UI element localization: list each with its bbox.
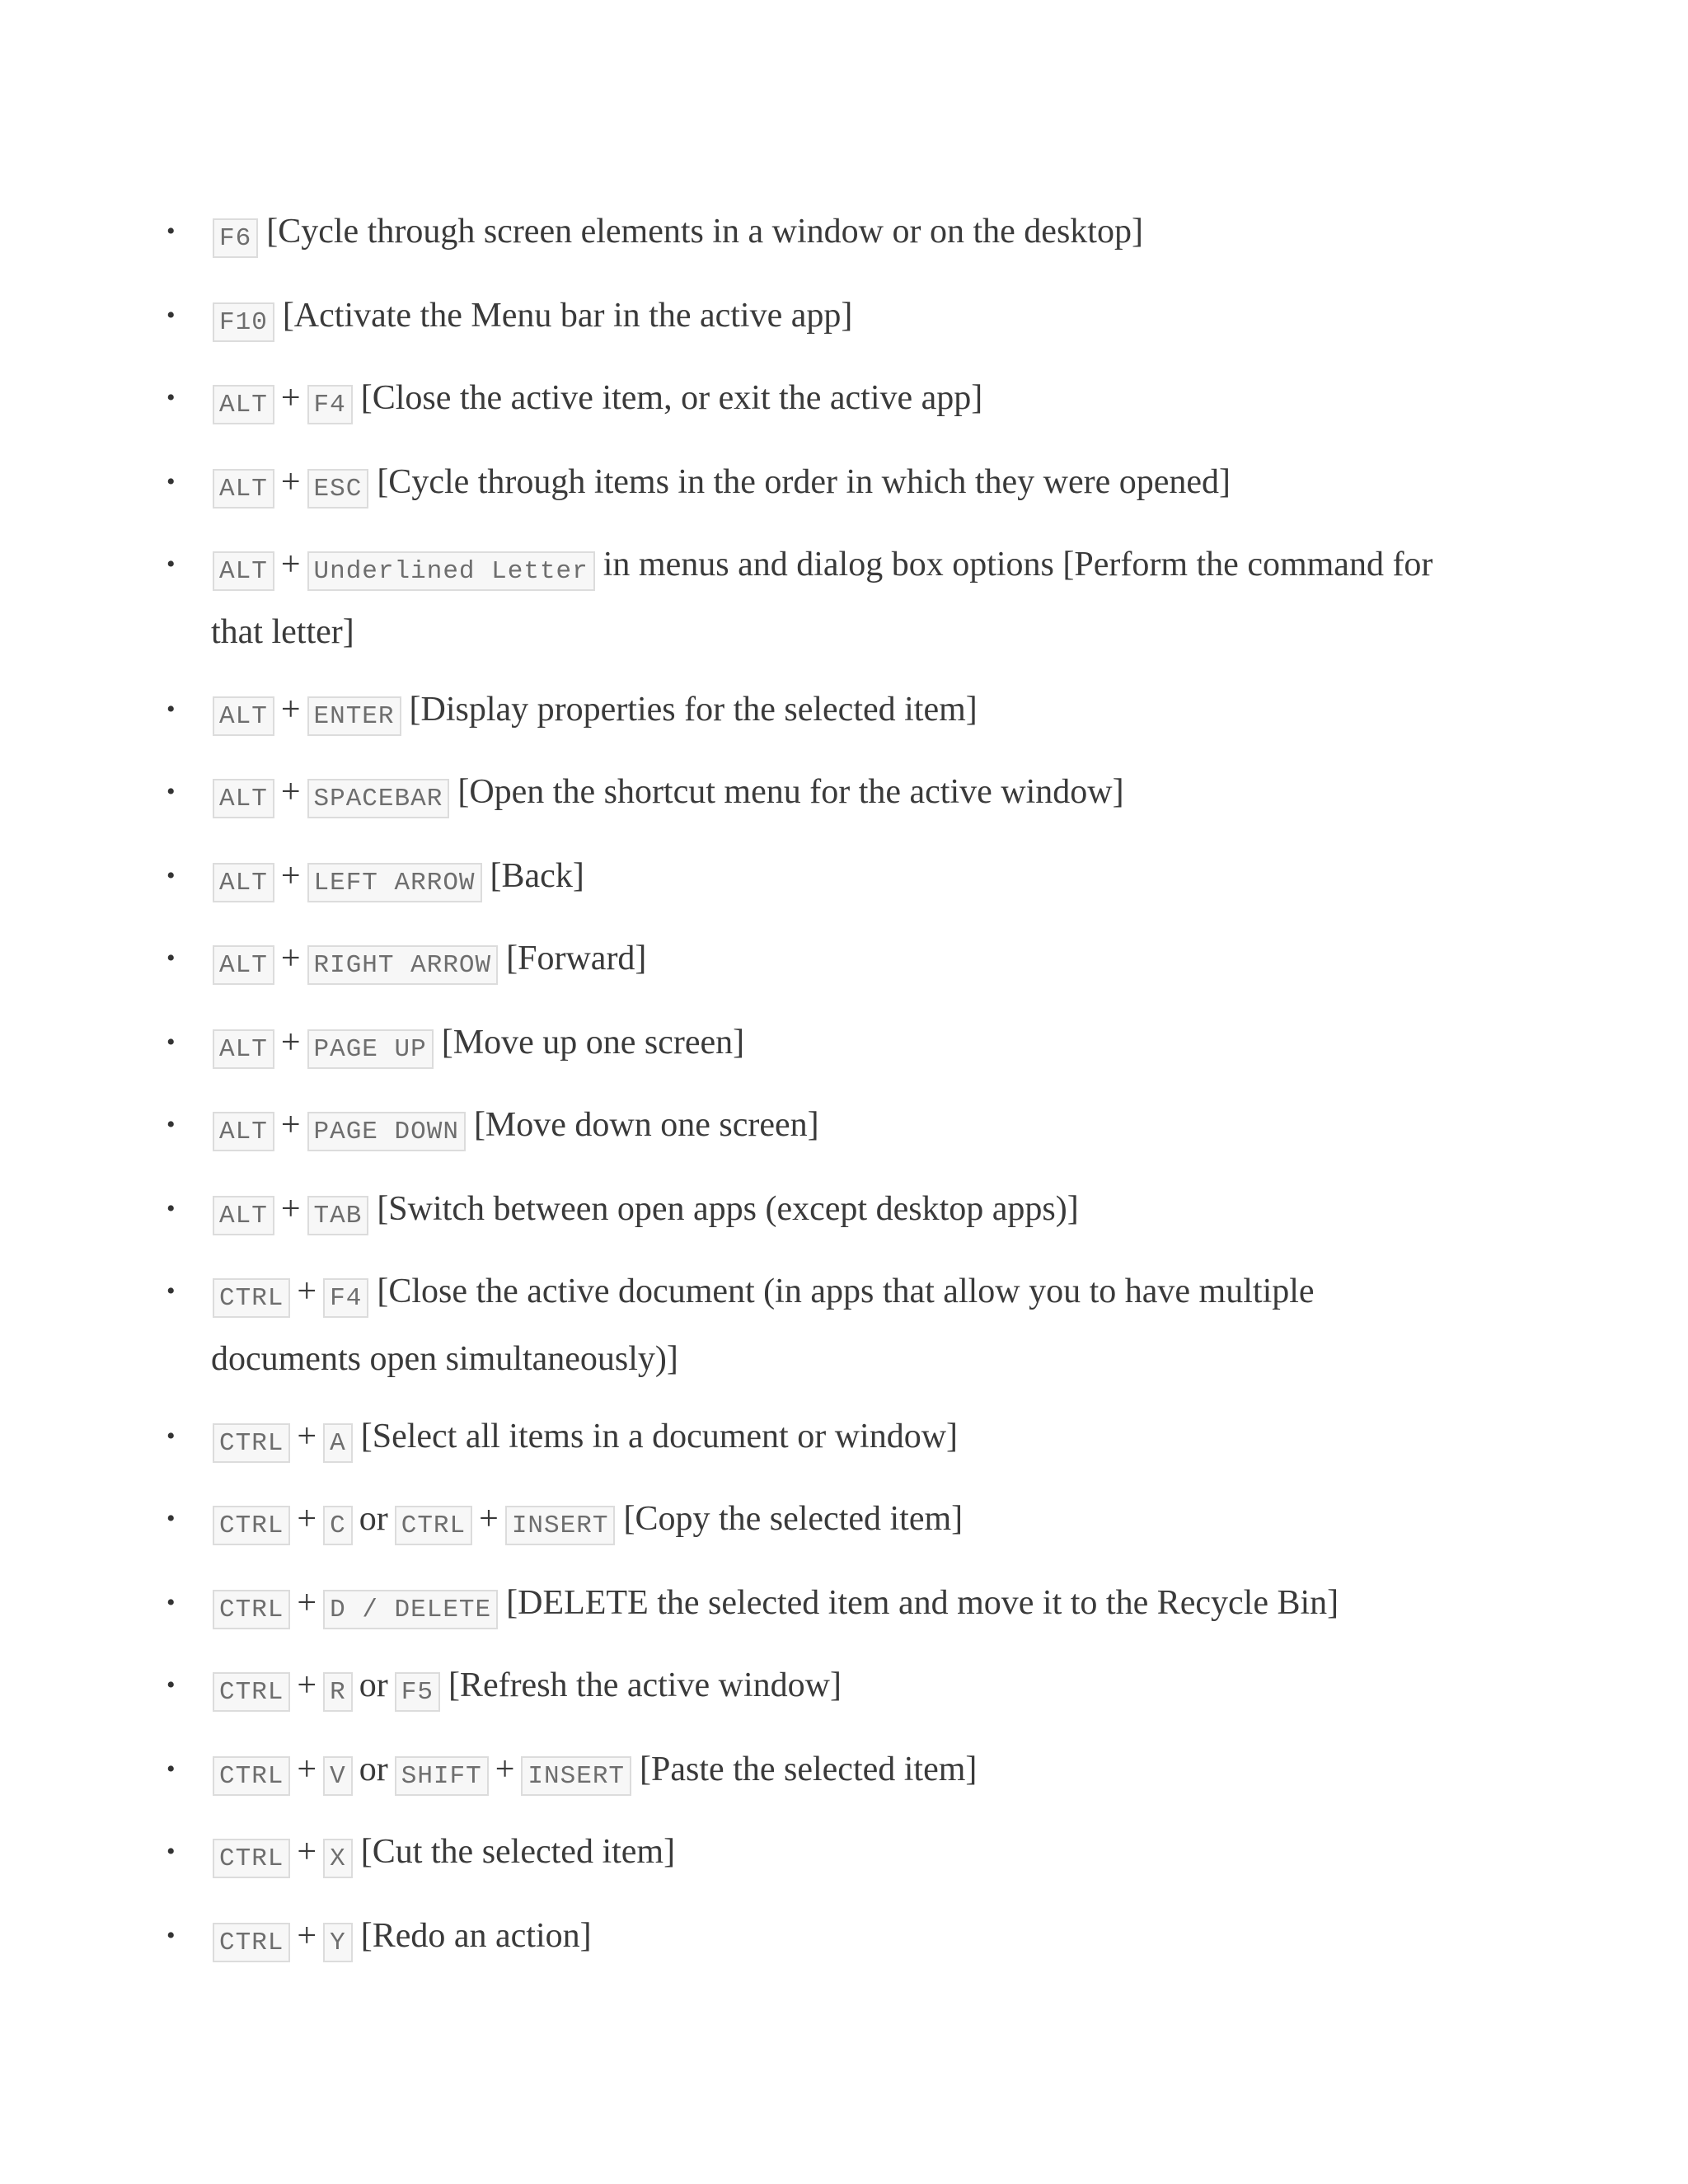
key-label: F5 bbox=[395, 1672, 440, 1712]
key-label: ALT bbox=[213, 696, 274, 736]
bullet-marker: • bbox=[166, 944, 176, 972]
shortcut-description: [Cut the selected item] bbox=[360, 1833, 676, 1871]
plus-sign: + bbox=[280, 463, 301, 501]
bullet-marker: • bbox=[166, 1277, 176, 1305]
key-label: CTRL bbox=[213, 1923, 290, 1962]
plus-sign: + bbox=[297, 1272, 317, 1310]
plus-sign: + bbox=[297, 1666, 317, 1704]
shortcut-item bbox=[166, 1258, 1464, 1393]
plus-sign: + bbox=[297, 1750, 317, 1788]
key-label: F4 bbox=[307, 385, 353, 424]
key-label: ENTER bbox=[307, 696, 401, 736]
shortcut-description: [Close the active document (in apps that allow you to have multiple documents open simultaneously)] bbox=[211, 1272, 1315, 1378]
shortcut-description: [Select all items in a document or window] bbox=[360, 1418, 959, 1455]
key-label: CTRL bbox=[213, 1756, 290, 1796]
plus-sign: + bbox=[297, 1917, 317, 1955]
key-label: ALT bbox=[213, 385, 274, 424]
bullet-marker: • bbox=[166, 1671, 176, 1699]
or-separator: or bbox=[359, 1500, 388, 1538]
key-label: CTRL bbox=[395, 1506, 472, 1545]
shortcut-description: [Forward] bbox=[506, 940, 647, 977]
shortcut-item bbox=[166, 1485, 1464, 1553]
plus-sign: + bbox=[297, 1584, 317, 1622]
key-label: F6 bbox=[213, 218, 258, 258]
shortcut-description: [Back] bbox=[490, 857, 584, 895]
shortcut-item bbox=[166, 1569, 1464, 1637]
bullet-marker: • bbox=[166, 1838, 176, 1865]
plus-sign: + bbox=[280, 773, 301, 811]
shortcut-item bbox=[166, 1009, 1464, 1076]
bullet-marker: • bbox=[166, 1505, 176, 1532]
or-separator: or bbox=[359, 1750, 388, 1788]
key-label: ESC bbox=[307, 469, 369, 509]
shortcut-item bbox=[166, 448, 1464, 516]
shortcut-item bbox=[166, 1736, 1464, 1803]
bullet-marker: • bbox=[166, 862, 176, 889]
shortcut-description: [DELETE the selected item and move it to the Recycle Bin] bbox=[506, 1584, 1339, 1622]
key-label: PAGE UP bbox=[307, 1029, 434, 1069]
shortcut-item bbox=[166, 925, 1464, 992]
shortcut-description: [Switch between open apps (except desktop apps)] bbox=[377, 1190, 1079, 1228]
key-label: LEFT ARROW bbox=[307, 863, 482, 902]
key-label: D / DELETE bbox=[323, 1590, 498, 1629]
key-label: ALT bbox=[213, 469, 274, 509]
bullet-marker: • bbox=[166, 1755, 176, 1783]
key-label: R bbox=[323, 1672, 353, 1712]
shortcut-item bbox=[166, 1902, 1464, 1970]
bullet-marker: • bbox=[166, 696, 176, 723]
key-label: RIGHT ARROW bbox=[307, 945, 499, 985]
key-label: SPACEBAR bbox=[307, 779, 450, 818]
key-label: ALT bbox=[213, 945, 274, 985]
shortcut-description: in menus and dialog box options [Perform the command for that letter] bbox=[211, 546, 1433, 651]
shortcut-item bbox=[166, 282, 1464, 349]
key-label: ALT bbox=[213, 551, 274, 591]
key-label: CTRL bbox=[213, 1839, 290, 1878]
key-label: V bbox=[323, 1756, 353, 1796]
plus-sign: + bbox=[297, 1833, 317, 1871]
key-label: Y bbox=[323, 1923, 353, 1962]
shortcut-description: [Activate the Menu bar in the active app] bbox=[282, 297, 853, 335]
key-label: CTRL bbox=[213, 1278, 290, 1318]
bullet-marker: • bbox=[166, 551, 176, 578]
key-label: F10 bbox=[213, 302, 274, 342]
shortcut-item bbox=[166, 198, 1464, 265]
key-label: TAB bbox=[307, 1196, 369, 1235]
key-label: A bbox=[323, 1423, 353, 1463]
plus-sign: + bbox=[280, 1106, 301, 1144]
shortcut-item bbox=[166, 531, 1464, 666]
or-separator: or bbox=[359, 1666, 388, 1704]
plus-sign: + bbox=[280, 691, 301, 729]
plus-sign: + bbox=[479, 1500, 499, 1538]
key-label: ALT bbox=[213, 779, 274, 818]
shortcut-item bbox=[166, 1403, 1464, 1470]
shortcut-item bbox=[166, 676, 1464, 743]
key-label: PAGE DOWN bbox=[307, 1112, 466, 1151]
plus-sign: + bbox=[280, 1190, 301, 1228]
shortcut-description: [Move up one screen] bbox=[441, 1024, 745, 1062]
bullet-marker: • bbox=[166, 1195, 176, 1222]
key-label: INSERT bbox=[521, 1756, 631, 1796]
shortcut-item bbox=[166, 364, 1464, 432]
key-label: Underlined Letter bbox=[307, 551, 595, 591]
bullet-marker: • bbox=[166, 468, 176, 495]
bullet-marker: • bbox=[166, 1029, 176, 1056]
bullet-marker: • bbox=[166, 302, 176, 329]
bullet-marker: • bbox=[166, 384, 176, 411]
bullet-marker: • bbox=[166, 778, 176, 805]
key-label: CTRL bbox=[213, 1506, 290, 1545]
shortcut-item bbox=[166, 1091, 1464, 1159]
shortcut-description: [Refresh the active window] bbox=[448, 1666, 842, 1704]
key-label: X bbox=[323, 1839, 353, 1878]
key-label: ALT bbox=[213, 1029, 274, 1069]
shortcut-description: [Display properties for the selected item] bbox=[409, 691, 978, 729]
key-label: CTRL bbox=[213, 1590, 290, 1629]
plus-sign: + bbox=[297, 1418, 317, 1455]
plus-sign: + bbox=[297, 1500, 317, 1538]
shortcut-item bbox=[166, 842, 1464, 910]
key-label: INSERT bbox=[505, 1506, 616, 1545]
key-label: ALT bbox=[213, 1196, 274, 1235]
shortcut-description: [Redo an action] bbox=[360, 1917, 592, 1955]
shortcut-item bbox=[166, 1652, 1464, 1719]
shortcut-description: [Cycle through items in the order in which they were opened] bbox=[377, 463, 1231, 501]
bullet-marker: • bbox=[166, 1111, 176, 1138]
plus-sign: + bbox=[280, 857, 301, 895]
shortcut-description: [Move down one screen] bbox=[473, 1106, 819, 1144]
shortcut-item bbox=[166, 1175, 1464, 1243]
shortcut-description: [Open the shortcut menu for the active window] bbox=[457, 773, 1124, 811]
bullet-marker: • bbox=[166, 1422, 176, 1450]
shortcut-item bbox=[166, 758, 1464, 826]
key-label: ALT bbox=[213, 1112, 274, 1151]
bullet-marker: • bbox=[166, 218, 176, 245]
plus-sign: + bbox=[280, 940, 301, 977]
key-label: ALT bbox=[213, 863, 274, 902]
key-label: CTRL bbox=[213, 1423, 290, 1463]
plus-sign: + bbox=[280, 546, 301, 583]
key-label: F4 bbox=[323, 1278, 368, 1318]
bullet-marker: • bbox=[166, 1589, 176, 1616]
bullet-marker: • bbox=[166, 1922, 176, 1949]
plus-sign: + bbox=[495, 1750, 515, 1788]
key-label: C bbox=[323, 1506, 353, 1545]
key-label: CTRL bbox=[213, 1672, 290, 1712]
shortcut-description: [Copy the selected item] bbox=[623, 1500, 964, 1538]
shortcut-description: [Cycle through screen elements in a window or on the desktop] bbox=[266, 213, 1143, 251]
shortcut-item bbox=[166, 1818, 1464, 1886]
plus-sign: + bbox=[280, 379, 301, 417]
key-label: SHIFT bbox=[395, 1756, 489, 1796]
shortcut-description: [Close the active item, or exit the active app] bbox=[360, 379, 983, 417]
plus-sign: + bbox=[280, 1024, 301, 1062]
shortcut-description: [Paste the selected item] bbox=[640, 1750, 978, 1788]
